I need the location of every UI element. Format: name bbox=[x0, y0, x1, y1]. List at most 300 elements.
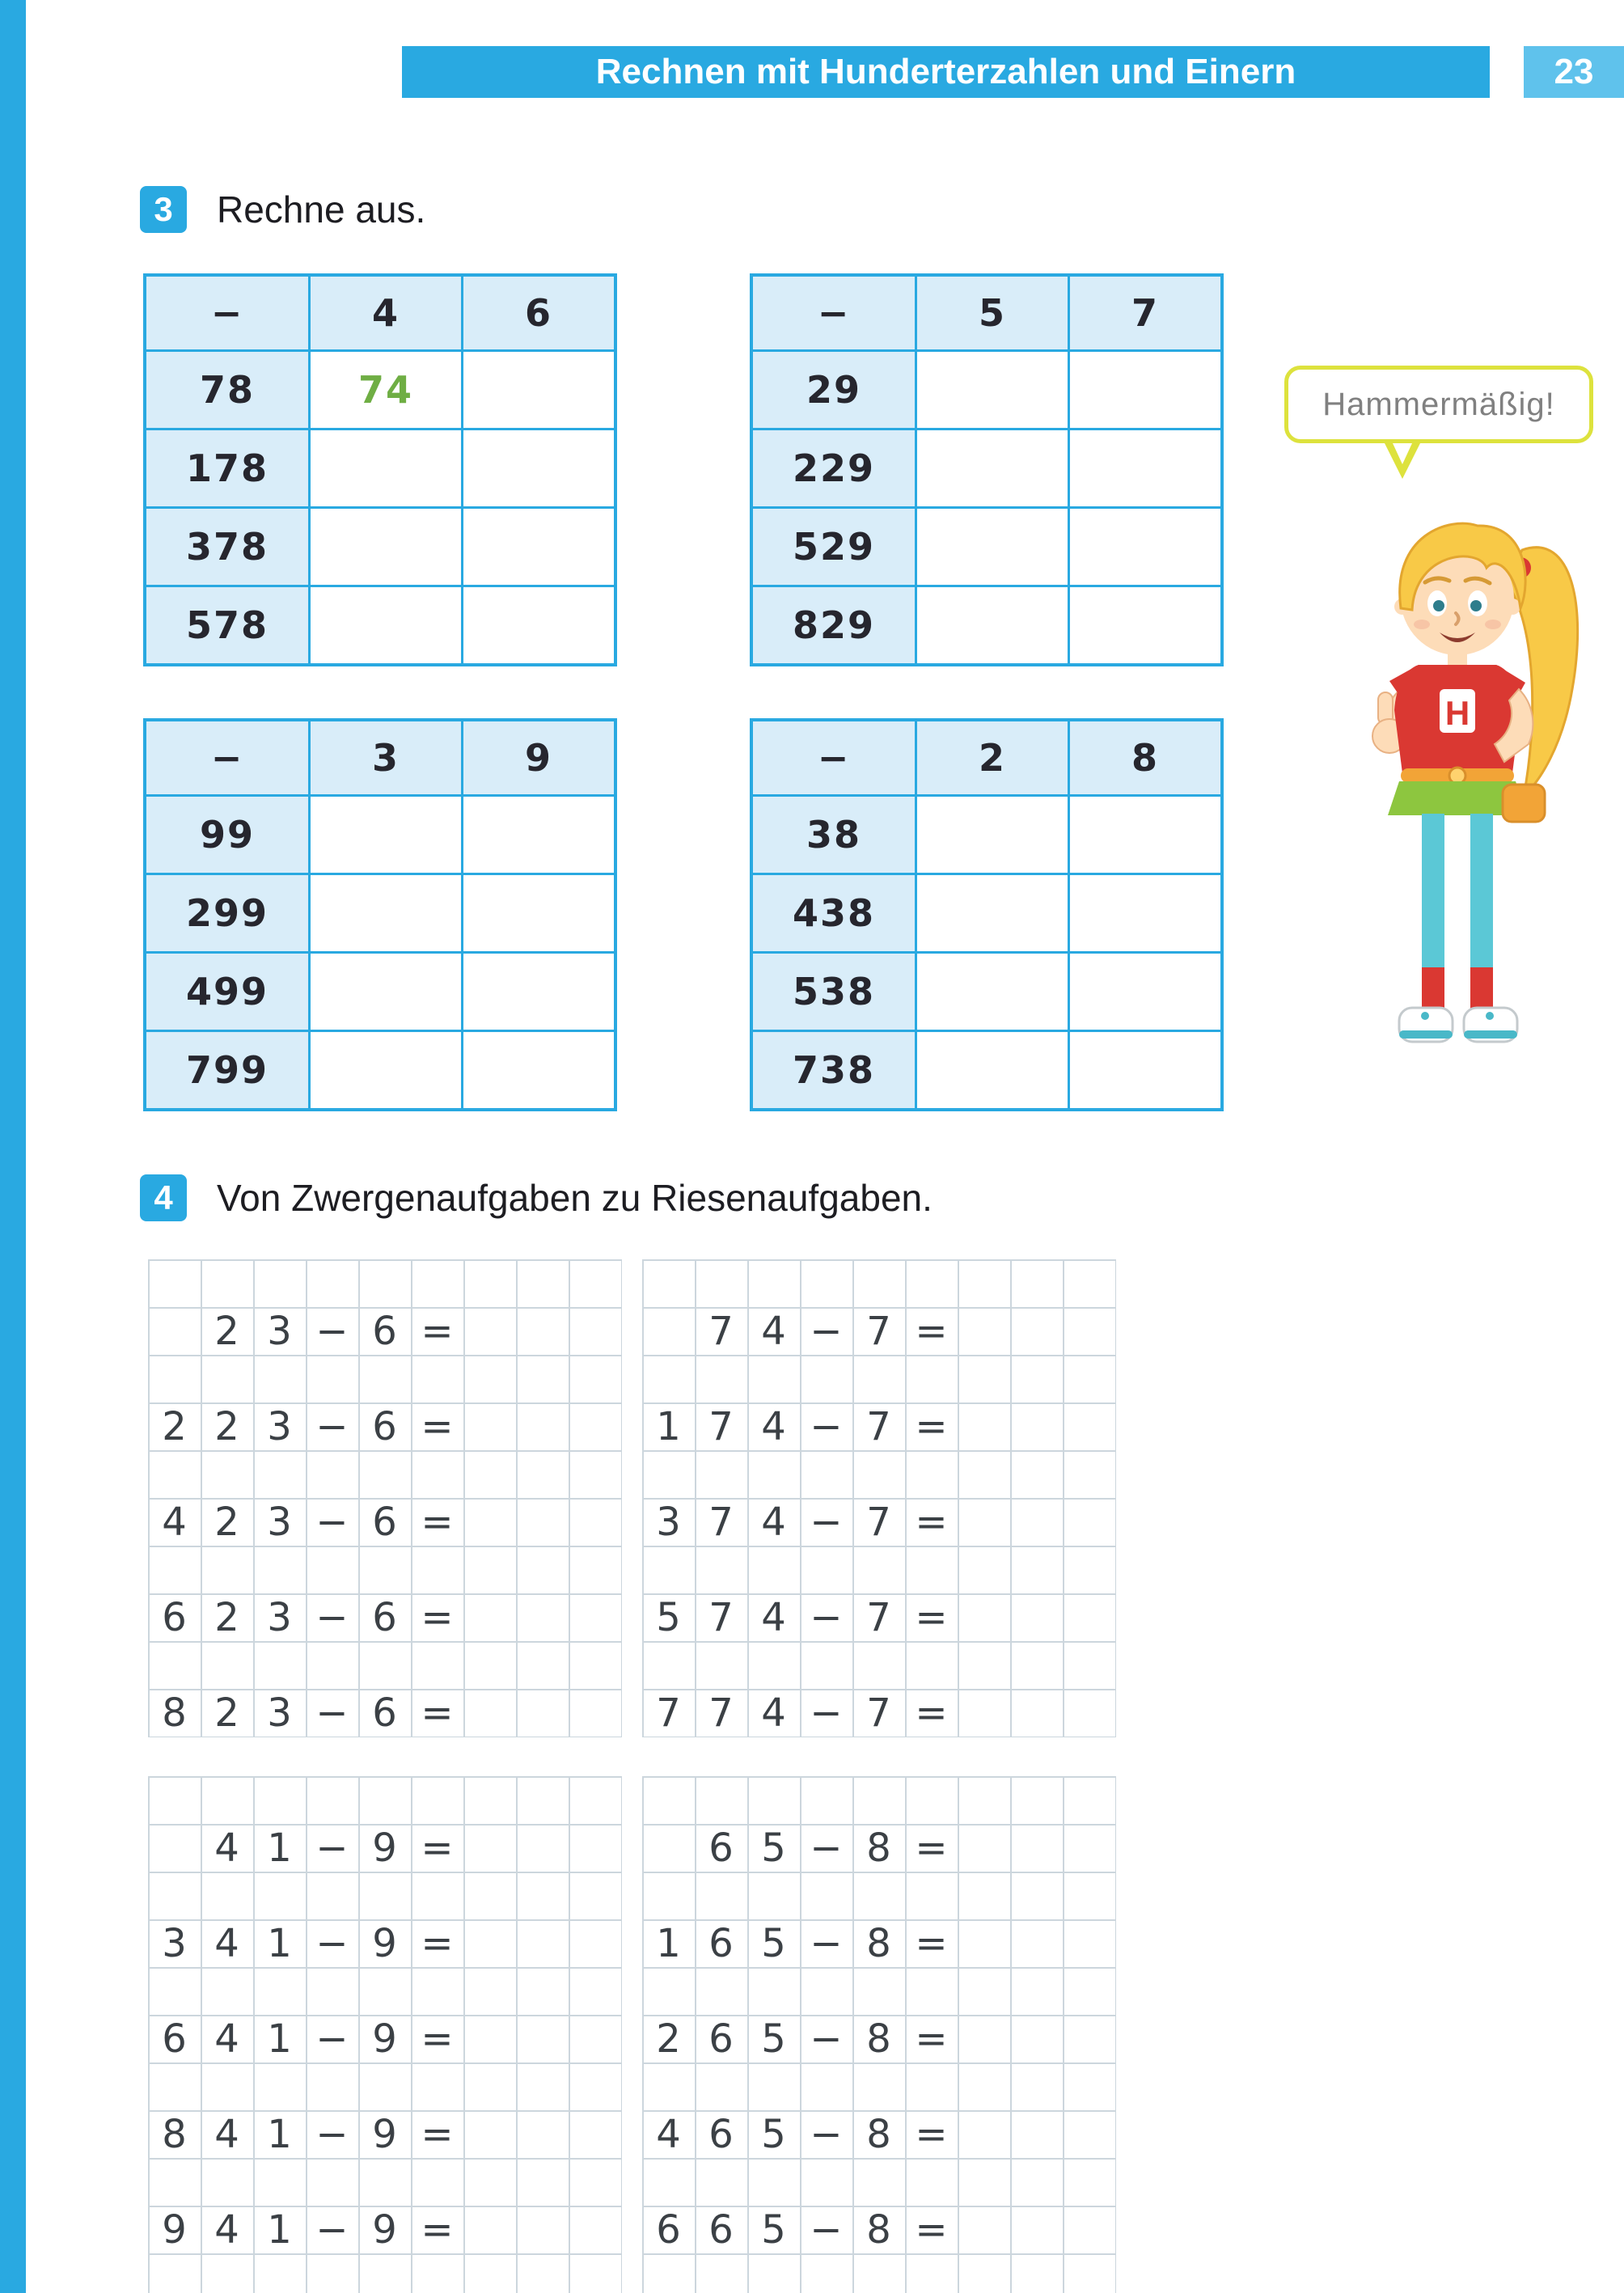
speech-bubble-text: Hammermäßig! bbox=[1322, 386, 1555, 422]
digit-cell: 1 bbox=[267, 2016, 292, 2062]
equals-cell: = bbox=[915, 2016, 948, 2062]
digit-cell bbox=[148, 1824, 201, 1872]
answer-cell[interactable] bbox=[1068, 954, 1220, 1030]
digit-cell: 7 bbox=[708, 1594, 734, 1640]
answer-cell[interactable] bbox=[1063, 1498, 1115, 1546]
answer-cell[interactable] bbox=[958, 1824, 1010, 1872]
equation-grid-block-1 bbox=[148, 1259, 622, 1737]
answer-cell[interactable] bbox=[569, 1919, 621, 1967]
minus-cell: − bbox=[810, 1594, 843, 1640]
answer-cell[interactable] bbox=[569, 1402, 621, 1450]
equation-row bbox=[642, 1498, 1115, 1546]
answer-cell[interactable] bbox=[1068, 509, 1220, 585]
digit-cell: 4 bbox=[214, 2016, 239, 2062]
subtrahend-cell: 6 bbox=[372, 1499, 397, 1545]
answer-cell[interactable] bbox=[1063, 1307, 1115, 1355]
answer-cell[interactable] bbox=[516, 1919, 569, 1967]
minus-operator-cell: − bbox=[753, 721, 915, 794]
answer-cell[interactable] bbox=[569, 1593, 621, 1641]
equation-row bbox=[148, 1919, 621, 1967]
equation-row bbox=[148, 1498, 621, 1546]
digit-cell bbox=[148, 1307, 201, 1355]
digit-cell: 6 bbox=[656, 2206, 681, 2253]
minuend-cell: 529 bbox=[753, 509, 915, 585]
subtrahend-cell: 9 bbox=[372, 2111, 397, 2157]
answer-cell[interactable] bbox=[516, 1824, 569, 1872]
minus-cell: − bbox=[315, 1920, 349, 1966]
digit-cell: 2 bbox=[162, 1403, 187, 1449]
answer-cell[interactable] bbox=[915, 430, 1068, 506]
table-header-row bbox=[146, 277, 614, 349]
answer-cell[interactable] bbox=[958, 2110, 1010, 2158]
answer-cell[interactable] bbox=[958, 1593, 1010, 1641]
digit-cell: 2 bbox=[214, 1690, 239, 1736]
digit-cell: 4 bbox=[214, 2111, 239, 2157]
subtrahend-cell: 8 bbox=[866, 2206, 891, 2253]
table-row bbox=[146, 506, 614, 585]
equals-cell: = bbox=[421, 1308, 454, 1354]
equation-row bbox=[148, 2110, 621, 2158]
answer-cell[interactable] bbox=[461, 954, 614, 1030]
minus-cell: − bbox=[315, 2206, 349, 2253]
digit-cell: 5 bbox=[761, 1825, 786, 1871]
minuend-cell: 229 bbox=[753, 430, 915, 506]
digit-cell: 6 bbox=[162, 2016, 187, 2062]
girl-shoes bbox=[1399, 1008, 1517, 1042]
digit-cell: 1 bbox=[267, 2111, 292, 2157]
subtrahend-cell: 8 bbox=[866, 1825, 891, 1871]
answer-cell[interactable] bbox=[915, 1032, 1068, 1108]
answer-cell[interactable] bbox=[569, 2015, 621, 2062]
subtraction-table-3 bbox=[143, 718, 617, 1111]
minuend-cell: 99 bbox=[146, 797, 308, 873]
minuend-cell: 578 bbox=[146, 587, 308, 663]
digit-cell: 2 bbox=[214, 1308, 239, 1354]
subtrahend-header-cell: 6 bbox=[461, 277, 614, 349]
subtrahend-cell: 9 bbox=[372, 1825, 397, 1871]
minuend-cell: 738 bbox=[753, 1032, 915, 1108]
minuend-cell: 438 bbox=[753, 875, 915, 951]
digit-cell: 2 bbox=[214, 1403, 239, 1449]
answer-cell[interactable] bbox=[516, 1402, 569, 1450]
subtraction-table-4 bbox=[750, 718, 1224, 1111]
answer-cell[interactable] bbox=[463, 1919, 516, 1967]
subtrahend-cell: 7 bbox=[866, 1499, 891, 1545]
subtrahend-header-cell: 9 bbox=[461, 721, 614, 794]
answer-cell[interactable] bbox=[915, 509, 1068, 585]
answer-cell[interactable] bbox=[958, 2206, 1010, 2253]
answer-cell[interactable] bbox=[461, 509, 614, 585]
answer-cell[interactable] bbox=[516, 1593, 569, 1641]
table-row bbox=[753, 585, 1220, 663]
answer-cell[interactable] bbox=[569, 1498, 621, 1546]
answer-cell[interactable] bbox=[915, 954, 1068, 1030]
answer-cell[interactable] bbox=[461, 1032, 614, 1108]
answer-cell[interactable] bbox=[461, 430, 614, 506]
answer-cell[interactable] bbox=[463, 1498, 516, 1546]
digit-cell: 5 bbox=[761, 1920, 786, 1966]
table-row bbox=[753, 506, 1220, 585]
minus-cell: − bbox=[315, 1308, 349, 1354]
subtrahend-cell: 8 bbox=[866, 2016, 891, 2062]
minuend-cell: 38 bbox=[753, 797, 915, 873]
equals-cell: = bbox=[421, 2206, 454, 2253]
page-header-title: Rechnen mit Hunderterzahlen und Einern bbox=[595, 52, 1296, 91]
answer-cell[interactable] bbox=[1010, 2015, 1063, 2062]
digit-cell: 7 bbox=[708, 1308, 734, 1354]
digit-cell: 4 bbox=[656, 2111, 681, 2157]
answer-cell[interactable] bbox=[308, 509, 461, 585]
equals-cell: = bbox=[421, 2016, 454, 2062]
answer-cell[interactable] bbox=[308, 1032, 461, 1108]
answer-cell[interactable] bbox=[463, 1307, 516, 1355]
equation-row bbox=[642, 1689, 1115, 1737]
equation-row bbox=[148, 1689, 621, 1737]
digit-cell: 3 bbox=[656, 1499, 681, 1545]
answer-cell[interactable] bbox=[1063, 1402, 1115, 1450]
answer-cell[interactable] bbox=[958, 1402, 1010, 1450]
answer-cell[interactable] bbox=[915, 352, 1068, 428]
digit-cell: 4 bbox=[162, 1499, 187, 1545]
table-row bbox=[753, 951, 1220, 1030]
answer-cell[interactable] bbox=[1010, 1498, 1063, 1546]
table-header-row bbox=[753, 277, 1220, 349]
minus-cell: − bbox=[810, 1920, 843, 1966]
answer-cell[interactable] bbox=[569, 2110, 621, 2158]
table-row bbox=[146, 428, 614, 506]
page-number: 23 bbox=[1524, 46, 1624, 98]
answer-cell[interactable] bbox=[1063, 1689, 1115, 1737]
minus-cell: − bbox=[315, 1499, 349, 1545]
equation-grid-block-3 bbox=[148, 1776, 622, 2293]
minus-operator-cell: − bbox=[146, 721, 308, 794]
answer-cell[interactable] bbox=[1010, 1307, 1063, 1355]
subtraction-table-1 bbox=[143, 273, 617, 666]
minus-cell: − bbox=[810, 2016, 843, 2062]
equals-cell: = bbox=[421, 1403, 454, 1449]
subtrahend-cell: 6 bbox=[372, 1403, 397, 1449]
girl-socks bbox=[1422, 967, 1493, 1009]
answer-cell[interactable] bbox=[958, 1919, 1010, 1967]
equals-cell: = bbox=[915, 1594, 948, 1640]
digit-cell: 5 bbox=[761, 2206, 786, 2253]
answer-cell[interactable] bbox=[1010, 1824, 1063, 1872]
minus-operator-cell: − bbox=[146, 277, 308, 349]
subtrahend-cell: 9 bbox=[372, 2016, 397, 2062]
minuend-cell: 799 bbox=[146, 1032, 308, 1108]
equation-grid-block-4 bbox=[642, 1776, 1116, 2293]
minus-cell: − bbox=[810, 1690, 843, 1736]
answer-cell[interactable] bbox=[463, 1593, 516, 1641]
answer-cell[interactable] bbox=[1063, 1919, 1115, 1967]
equals-cell: = bbox=[421, 1825, 454, 1871]
digit-cell: 4 bbox=[761, 1308, 786, 1354]
answer-cell[interactable] bbox=[308, 430, 461, 506]
answer-cell[interactable] bbox=[516, 2015, 569, 2062]
answer-cell[interactable] bbox=[461, 797, 614, 873]
answer-cell[interactable] bbox=[1010, 2206, 1063, 2253]
answer-cell[interactable] bbox=[958, 1307, 1010, 1355]
answer-cell[interactable] bbox=[1068, 352, 1220, 428]
answer-cell[interactable] bbox=[308, 954, 461, 1030]
answer-cell[interactable] bbox=[915, 587, 1068, 663]
digit-cell: 7 bbox=[708, 1499, 734, 1545]
digit-cell: 5 bbox=[761, 2111, 786, 2157]
digit-cell: 6 bbox=[162, 1594, 187, 1640]
minus-cell: − bbox=[315, 1403, 349, 1449]
answer-cell[interactable] bbox=[1068, 587, 1220, 663]
digit-cell: 1 bbox=[267, 2206, 292, 2253]
equals-cell: = bbox=[915, 1499, 948, 1545]
subtrahend-cell: 7 bbox=[866, 1308, 891, 1354]
girl-mascot-illustration bbox=[1328, 485, 1595, 1124]
digit-cell: 2 bbox=[656, 2016, 681, 2062]
equals-cell: = bbox=[915, 1825, 948, 1871]
answer-cell[interactable] bbox=[1068, 797, 1220, 873]
answer-cell[interactable] bbox=[1068, 875, 1220, 951]
equals-cell: = bbox=[915, 1690, 948, 1736]
subtrahend-cell: 7 bbox=[866, 1690, 891, 1736]
digit-cell: 1 bbox=[656, 1403, 681, 1449]
table-header-row bbox=[753, 721, 1220, 794]
answer-cell[interactable] bbox=[915, 797, 1068, 873]
subtrahend-header-cell: 5 bbox=[915, 277, 1068, 349]
subtrahend-cell: 6 bbox=[372, 1594, 397, 1640]
equation-row bbox=[148, 1307, 621, 1355]
answer-cell[interactable] bbox=[516, 1307, 569, 1355]
answer-cell[interactable] bbox=[463, 1824, 516, 1872]
answer-cell[interactable] bbox=[915, 875, 1068, 951]
minuend-cell: 29 bbox=[753, 352, 915, 428]
speech-bubble-tail-inner bbox=[1393, 443, 1412, 464]
minus-cell: − bbox=[315, 2111, 349, 2157]
equation-row bbox=[148, 1593, 621, 1641]
subtrahend-cell: 9 bbox=[372, 1920, 397, 1966]
equals-cell: = bbox=[421, 2111, 454, 2157]
equation-grid-block-2 bbox=[642, 1259, 1116, 1737]
minus-cell: − bbox=[810, 2206, 843, 2253]
answer-cell[interactable] bbox=[1010, 1593, 1063, 1641]
minuend-cell: 178 bbox=[146, 430, 308, 506]
subtrahend-cell: 7 bbox=[866, 1403, 891, 1449]
answer-cell[interactable] bbox=[1010, 1919, 1063, 1967]
answer-cell[interactable] bbox=[516, 1689, 569, 1737]
subtrahend-header-cell: 8 bbox=[1068, 721, 1220, 794]
answer-cell[interactable] bbox=[463, 2015, 516, 2062]
equation-row bbox=[642, 1593, 1115, 1641]
equals-cell: = bbox=[915, 2111, 948, 2157]
table-row bbox=[146, 349, 614, 428]
digit-cell bbox=[642, 1824, 695, 1872]
table-row bbox=[753, 873, 1220, 951]
subtrahend-cell: 6 bbox=[372, 1308, 397, 1354]
answer-cell[interactable] bbox=[308, 797, 461, 873]
answer-cell[interactable] bbox=[463, 2206, 516, 2253]
answer-cell[interactable] bbox=[958, 2015, 1010, 2062]
digit-cell: 1 bbox=[267, 1825, 292, 1871]
minus-cell: − bbox=[315, 1690, 349, 1736]
subtrahend-header-cell: 7 bbox=[1068, 277, 1220, 349]
answer-cell[interactable] bbox=[461, 587, 614, 663]
digit-cell: 8 bbox=[162, 2111, 187, 2157]
answer-cell[interactable] bbox=[1010, 2110, 1063, 2158]
digit-cell: 3 bbox=[267, 1499, 292, 1545]
answer-cell[interactable] bbox=[1063, 1593, 1115, 1641]
minuend-cell: 78 bbox=[146, 352, 308, 428]
equals-cell: = bbox=[421, 1594, 454, 1640]
subtrahend-header-cell: 2 bbox=[915, 721, 1068, 794]
digit-cell: 5 bbox=[761, 2016, 786, 2062]
digit-cell: 4 bbox=[214, 1825, 239, 1871]
table-row bbox=[753, 1030, 1220, 1108]
subtrahend-cell: 8 bbox=[866, 2111, 891, 2157]
answer-cell[interactable]: 74 bbox=[308, 352, 461, 428]
exercise4-title: Von Zwergenaufgaben zu Riesenaufgaben. bbox=[217, 1177, 933, 1219]
subtrahend-cell: 7 bbox=[866, 1594, 891, 1640]
table-row bbox=[146, 794, 614, 873]
answer-cell[interactable] bbox=[1063, 2110, 1115, 2158]
digit-cell: 6 bbox=[708, 2016, 734, 2062]
digit-cell bbox=[642, 1307, 695, 1355]
answer-cell[interactable] bbox=[1068, 430, 1220, 506]
answer-cell[interactable] bbox=[958, 1498, 1010, 1546]
equals-cell: = bbox=[915, 1920, 948, 1966]
table-row bbox=[753, 428, 1220, 506]
equation-row bbox=[642, 1307, 1115, 1355]
minus-cell: − bbox=[810, 1499, 843, 1545]
digit-cell: 3 bbox=[267, 1403, 292, 1449]
answer-cell[interactable] bbox=[1010, 1689, 1063, 1737]
digit-cell: 4 bbox=[761, 1690, 786, 1736]
digit-cell: 7 bbox=[656, 1690, 681, 1736]
page-header bbox=[402, 46, 1490, 98]
answer-cell[interactable] bbox=[308, 587, 461, 663]
answer-cell[interactable] bbox=[1010, 1402, 1063, 1450]
answer-cell[interactable] bbox=[569, 1307, 621, 1355]
subtrahend-cell: 8 bbox=[866, 1920, 891, 1966]
answer-cell[interactable] bbox=[1063, 2206, 1115, 2253]
table-row bbox=[146, 951, 614, 1030]
subtrahend-cell: 9 bbox=[372, 2206, 397, 2253]
table-row bbox=[146, 1030, 614, 1108]
minus-operator-cell: − bbox=[753, 277, 915, 349]
table-row bbox=[146, 873, 614, 951]
equation-row bbox=[148, 2206, 621, 2253]
digit-cell: 6 bbox=[708, 1825, 734, 1871]
minuend-cell: 538 bbox=[753, 954, 915, 1030]
digit-cell: 4 bbox=[214, 2206, 239, 2253]
digit-cell: 1 bbox=[656, 1920, 681, 1966]
digit-cell: 4 bbox=[761, 1594, 786, 1640]
minus-cell: − bbox=[810, 1825, 843, 1871]
equation-row bbox=[148, 1824, 621, 1872]
exercise4-badge: 4 bbox=[140, 1174, 187, 1221]
answer-cell[interactable] bbox=[516, 2206, 569, 2253]
answer-cell[interactable] bbox=[461, 875, 614, 951]
digit-cell: 7 bbox=[708, 1403, 734, 1449]
digit-cell: 1 bbox=[267, 1920, 292, 1966]
answer-cell[interactable] bbox=[569, 1824, 621, 1872]
equation-row bbox=[148, 1402, 621, 1450]
answer-cell[interactable] bbox=[569, 2206, 621, 2253]
digit-cell: 3 bbox=[267, 1594, 292, 1640]
equals-cell: = bbox=[421, 1499, 454, 1545]
subtrahend-cell: 6 bbox=[372, 1690, 397, 1736]
answer-cell[interactable] bbox=[1068, 1032, 1220, 1108]
answer-cell[interactable] bbox=[461, 352, 614, 428]
answer-cell[interactable] bbox=[1063, 2015, 1115, 2062]
subtrahend-header-cell: 3 bbox=[308, 721, 461, 794]
minuend-cell: 829 bbox=[753, 587, 915, 663]
answer-cell[interactable] bbox=[463, 2110, 516, 2158]
digit-cell: 6 bbox=[708, 2206, 734, 2253]
girl-pouch bbox=[1503, 785, 1545, 822]
digit-cell: 3 bbox=[267, 1690, 292, 1736]
equation-row bbox=[642, 2206, 1115, 2253]
minus-cell: − bbox=[315, 1594, 349, 1640]
minus-cell: − bbox=[315, 1825, 349, 1871]
answer-cell[interactable] bbox=[463, 1689, 516, 1737]
minuend-cell: 378 bbox=[146, 509, 308, 585]
table-row bbox=[146, 585, 614, 663]
digit-cell: 3 bbox=[267, 1308, 292, 1354]
minus-cell: − bbox=[810, 2111, 843, 2157]
digit-cell: 5 bbox=[656, 1594, 681, 1640]
table-row bbox=[753, 349, 1220, 428]
girl-face bbox=[1394, 523, 1525, 655]
minuend-cell: 499 bbox=[146, 954, 308, 1030]
digit-cell: 2 bbox=[214, 1594, 239, 1640]
equals-cell: = bbox=[421, 1690, 454, 1736]
minus-cell: − bbox=[810, 1308, 843, 1354]
minus-cell: − bbox=[810, 1403, 843, 1449]
equation-row bbox=[642, 2110, 1115, 2158]
digit-cell: 6 bbox=[708, 2111, 734, 2157]
svg-text:H: H bbox=[1444, 694, 1470, 732]
minus-cell: − bbox=[315, 2016, 349, 2062]
digit-cell: 8 bbox=[162, 1690, 187, 1736]
answer-cell[interactable] bbox=[516, 1498, 569, 1546]
page-edge-stripe bbox=[0, 0, 26, 2293]
equals-cell: = bbox=[915, 1308, 948, 1354]
subtrahend-header-cell: 4 bbox=[308, 277, 461, 349]
equation-row bbox=[642, 1919, 1115, 1967]
answer-cell[interactable] bbox=[958, 1689, 1010, 1737]
digit-cell: 9 bbox=[162, 2206, 187, 2253]
girl-legs bbox=[1422, 814, 1493, 967]
digit-cell: 3 bbox=[162, 1920, 187, 1966]
table-header-row bbox=[146, 721, 614, 794]
equals-cell: = bbox=[915, 2206, 948, 2253]
digit-cell: 7 bbox=[708, 1690, 734, 1736]
answer-cell[interactable] bbox=[1063, 1824, 1115, 1872]
answer-cell[interactable] bbox=[516, 2110, 569, 2158]
speech-bubble bbox=[1284, 366, 1593, 443]
answer-cell[interactable] bbox=[308, 875, 461, 951]
digit-cell: 4 bbox=[761, 1499, 786, 1545]
answer-cell[interactable] bbox=[463, 1402, 516, 1450]
equation-row bbox=[642, 1824, 1115, 1872]
equation-row bbox=[148, 2015, 621, 2062]
answer-cell[interactable] bbox=[569, 1689, 621, 1737]
exercise3-badge: 3 bbox=[140, 186, 187, 233]
equals-cell: = bbox=[915, 1403, 948, 1449]
digit-cell: 2 bbox=[214, 1499, 239, 1545]
equation-row bbox=[642, 1402, 1115, 1450]
subtraction-table-2 bbox=[750, 273, 1224, 666]
digit-cell: 4 bbox=[214, 1920, 239, 1966]
digit-cell: 4 bbox=[761, 1403, 786, 1449]
